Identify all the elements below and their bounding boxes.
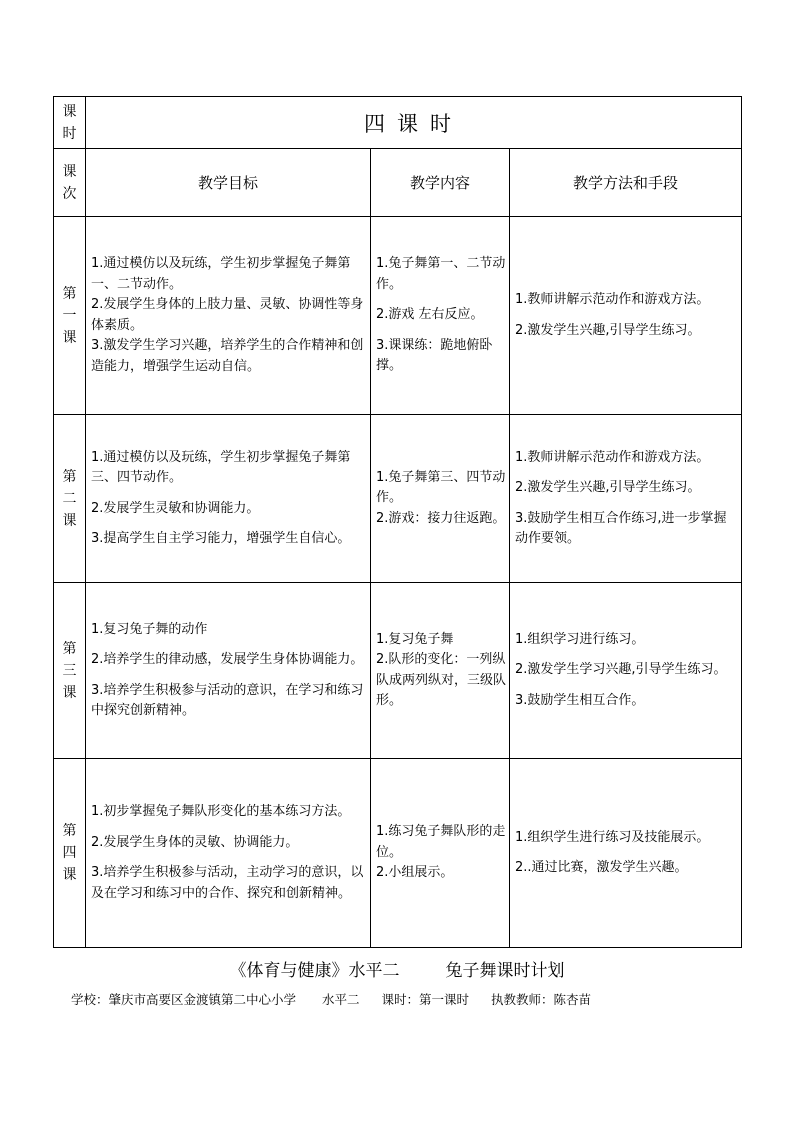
- cell-line: 1.练习兔子舞队形的走位。: [376, 824, 506, 860]
- lesson-label-3: [54, 583, 86, 759]
- info-line: [71, 990, 591, 1008]
- spacer: [515, 681, 738, 691]
- cell-line: 2..通过比赛，激发学生兴趣。: [515, 860, 688, 875]
- lesson-label-char: 三: [62, 662, 77, 679]
- lesson-label-2: [54, 415, 86, 583]
- info-lesson: 课时：第一课时: [381, 992, 470, 1007]
- cell-line: 2.激发学生兴趣,引导学生练习。: [515, 480, 701, 495]
- spacer: [515, 848, 738, 858]
- info-level: 水平二: [322, 992, 360, 1007]
- lesson-methods-1: [510, 217, 742, 415]
- lesson-methods-4: [510, 759, 742, 948]
- title-row: [54, 97, 742, 149]
- lesson-label-char: 第: [62, 468, 77, 485]
- spacer: [91, 671, 367, 681]
- lesson-goals-2: [86, 415, 371, 583]
- cell-line: 3.提高学生自主学习能力，增强学生自信心。: [91, 531, 351, 546]
- header-content: 教学内容: [371, 149, 510, 217]
- spacer: [515, 499, 738, 509]
- header-method: 教学方法和手段: [510, 149, 742, 217]
- caption-subject: 《体育与健康》水平二: [229, 961, 400, 981]
- cell-line: 1.教师讲解示范动作和游戏方法。: [515, 292, 710, 307]
- cell-line: 3.鼓励学生相互合作练习,进一步掌握动作要领。: [515, 510, 727, 546]
- lesson-label-char: 课: [62, 867, 77, 883]
- lesson-label-char: 课: [62, 512, 77, 529]
- cell-line: 3.课课练：跪地俯卧撑。: [376, 337, 493, 374]
- table-title: 四课时: [86, 97, 742, 149]
- cell-line: 2.激发学生学习兴趣,引导学生练习。: [515, 662, 727, 678]
- cell-line: 1.复习兔子舞: [376, 631, 454, 647]
- info-school: 学校：肇庆市高要区金渡镇第二中心小学: [71, 992, 297, 1007]
- lesson-goals-1: [86, 217, 371, 415]
- caption-plan-title: 兔子舞课时计划: [445, 961, 565, 981]
- lesson-plan-table: [53, 96, 742, 948]
- spacer: [91, 823, 367, 833]
- spacer: [91, 519, 367, 529]
- cell-line: 1.初步掌握兔子舞队形变化的基本练习方法。: [91, 804, 351, 819]
- spacer: [515, 311, 738, 321]
- cell-line: 2.游戏 左右反应。: [376, 307, 484, 323]
- cell-line: 3.培养学生积极参与活动的意识，在学习和练习中探究创新精神。: [91, 682, 364, 718]
- spacer: [515, 650, 738, 660]
- lesson-methods-3: [510, 583, 742, 759]
- lesson-label-4: [54, 759, 86, 948]
- cell-line: 1.组织学习进行练习。: [515, 631, 645, 647]
- cell-line: 2.发展学生身体的灵敏、协调能力。: [91, 834, 299, 850]
- cell-line: 2.发展学生灵敏和协调能力。: [91, 500, 260, 516]
- cell-line: 1.组织学生进行练习及技能展示。: [515, 829, 710, 845]
- lesson-row-3: [54, 583, 742, 759]
- spacer: [91, 489, 367, 499]
- lesson-content-1: [371, 217, 510, 415]
- lesson-content-2: [371, 415, 510, 583]
- cell-line: 2.发展学生身体的上肢力量、灵敏、协调性等身体素质。: [91, 297, 364, 333]
- lesson-label-char: 第: [62, 285, 77, 302]
- info-teacher: 执教教师：陈杏苗: [491, 992, 592, 1007]
- cell-line: 1.通过模仿以及玩练，学生初步掌握兔子舞第一、二节动作。: [91, 256, 351, 292]
- spacer: [376, 295, 506, 305]
- lesson-row-4: [54, 759, 742, 948]
- header-goal: 教学目标: [86, 149, 371, 217]
- lesson-label-char: 一: [62, 307, 77, 324]
- page-caption: [0, 956, 794, 981]
- lesson-label-1: [54, 217, 86, 415]
- spacer: [91, 640, 367, 650]
- cell-line: 2.培养学生的律动感，发展学生身体协调能力。: [91, 652, 364, 667]
- cell-line: 1.复习兔子舞的动作: [91, 621, 208, 637]
- label-keci: 课 次: [54, 149, 86, 217]
- lesson-label-char: 课: [62, 684, 77, 701]
- lesson-goals-3: [86, 583, 371, 759]
- lesson-row-2: [54, 415, 742, 583]
- lesson-label-char: 二: [62, 490, 77, 507]
- cell-line: 1.教师讲解示范动作和游戏方法。: [515, 449, 710, 465]
- lesson-label-char: 第: [62, 823, 77, 839]
- spacer: [376, 326, 506, 336]
- cell-line: 1.兔子舞第三、四节动作。: [376, 469, 506, 506]
- cell-line: 2.激发学生兴趣,引导学生练习。: [515, 322, 701, 338]
- cell-line: 3.激发学生学习兴趣，培养学生的合作精神和创造能力，增强学生运动自信。: [91, 338, 364, 374]
- lesson-row-1: [54, 217, 742, 415]
- cell-line: 2.游戏：接力往返跑。: [376, 510, 506, 526]
- cell-line: 2.小组展示。: [376, 865, 454, 881]
- spacer: [515, 468, 738, 478]
- lesson-content-3: [371, 583, 510, 759]
- lesson-label-char: 第: [62, 640, 77, 657]
- lesson-goals-4: [86, 759, 371, 948]
- header-row: [54, 149, 742, 217]
- cell-line: 1.兔子舞第一、二节动作。: [376, 256, 506, 292]
- lesson-methods-2: [510, 415, 742, 583]
- lesson-label-char: 四: [62, 845, 77, 861]
- lesson-label-char: 课: [62, 329, 77, 346]
- spacer: [91, 853, 367, 863]
- label-keshi: 课 时: [54, 97, 86, 149]
- cell-line: 2.队形的变化：一列纵队成两列纵对，三级队形。: [376, 652, 507, 708]
- lesson-content-4: [371, 759, 510, 948]
- cell-line: 3.培养学生积极参与活动，主动学习的意识，以及在学习和练习中的合作、探究和创新精神。: [91, 865, 364, 901]
- cell-line: 1.通过模仿以及玩练，学生初步掌握兔子舞第三、四节动作。: [91, 449, 351, 485]
- cell-line: 3.鼓励学生相互合作。: [515, 692, 645, 708]
